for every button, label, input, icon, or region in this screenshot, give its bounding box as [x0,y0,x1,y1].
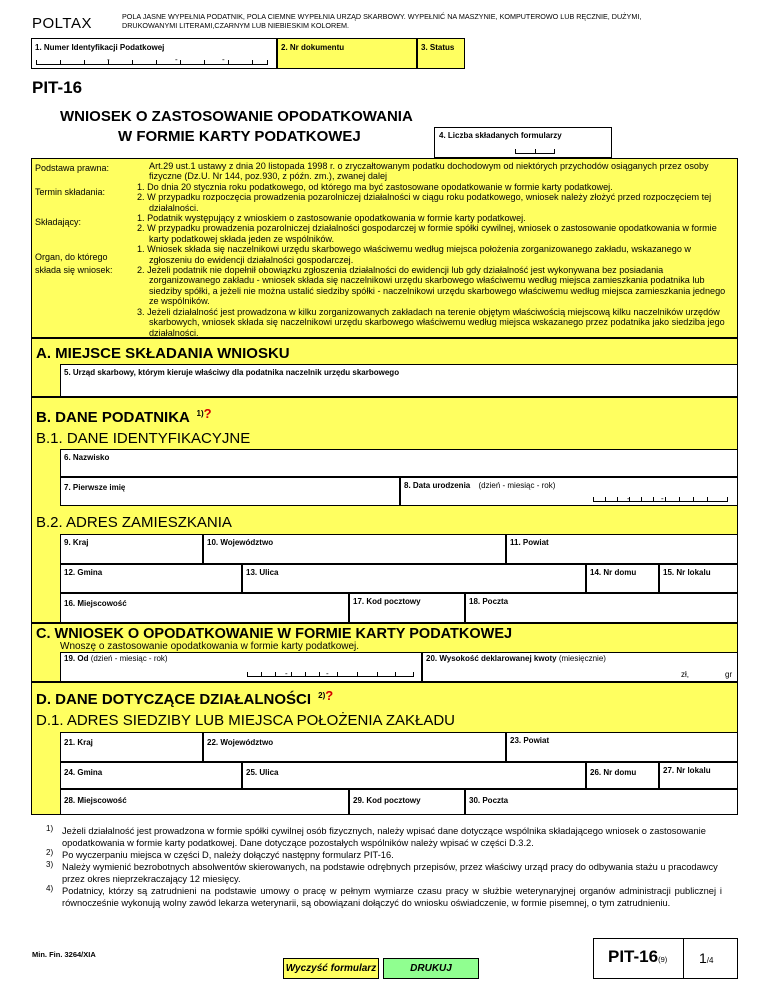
apartment-number-label: 15. Nr lokalu [663,568,711,577]
biz-postal-code-label: 29. Kod pocztowy [353,796,421,805]
nip-label: 1. Numer Identyfikacji Podatkowej [35,43,165,52]
biz-postal-code-field[interactable] [349,789,465,815]
clear-form-button[interactable]: Wyczyść formularz [283,958,379,979]
form-code: PIT-16 [32,78,83,97]
declared-amount-label: 20. Wysokość deklarowanej kwoty (miesięcznie) [426,654,606,663]
legal-block [31,158,738,338]
legal-label-authority-1: Organ, do którego [35,252,108,262]
doc-number-field [277,38,417,69]
birth-date-field[interactable]: 8. Data urodzenia (dzień - miesiąc - rok) - - [400,477,738,506]
county-label: 11. Powiat [510,538,549,547]
footnote-2: 2) Po wyczerpaniu miejsca w części D, należy dołączyć następny formularz PIT-16. [46,848,394,860]
attachments-count-field[interactable] [434,127,612,158]
biz-commune-field[interactable] [60,762,242,789]
legal-label-authority-2: składa się wniosek: [35,265,113,275]
doc-number-label: 2. Nr dokumentu [281,43,345,52]
legal-label-basis: Podstawa prawna: [35,163,110,173]
print-button[interactable]: DRUKUJ [383,958,479,979]
biz-street-field[interactable] [242,762,586,789]
legal-deadline-1: 1. Do dnia 20 stycznia roku podatkowego, od którego ma być zastosowane opodatkowanie w formie karty podatkowej. [137,181,613,192]
street-field[interactable] [242,564,586,593]
biz-county-label: 23. Powiat [510,736,550,745]
section-a-title: A. MIEJSCE SKŁADANIA WNIOSKU [36,345,290,362]
biz-street-label: 25. Ulica [246,768,279,777]
section-a [31,338,738,397]
legal-label-filer: Składający: [35,217,82,227]
section-b-title-text: B. DANE PODATNIKA [36,409,190,426]
section-b2-title: B.2. ADRES ZAMIESZKANIA [36,514,232,531]
voivodeship-field[interactable] [203,534,506,564]
commune-label: 12. Gmina [64,568,103,577]
biz-post-office-field[interactable] [465,789,738,815]
section-b [31,397,738,623]
footnote-1: 1) Jeżeli działalność jest prowadzona w formie spółki cywilnej osób fizycznych, należy wpisać dane dotyczące wspólnika składającego wniosek o zastosowanie opodatkowania w formie karty podatkowej. Dane dotyczące pozostałych wspólników należy wpisać w części D.3.2. [46,824,706,848]
biz-post-office-label: 30. Poczta [469,796,509,805]
fill-instructions-2: DRUKOWANYMI LITERAMI,CZARNYM LUB NIEBIESKIM KOLOREM. [122,21,349,30]
currency-zl: zł, [681,670,689,679]
county-field[interactable] [506,534,738,564]
commune-field[interactable] [60,564,242,593]
legal-text [137,161,735,338]
poltax-label: POLTAX [32,15,92,32]
house-number-field[interactable] [586,564,659,593]
section-d-title [36,688,333,708]
legal-authority-1: 1. Wniosek składa się naczelnikowi urzędu skarbowego właściwemu według miejsca położenia zorganizowanego zakładu, wskazanego w zgłoszeniu do ewidencji działalności gospodarczej. [137,244,691,265]
section-b-title [36,406,212,426]
section-d-footnote-ref: 2) [318,691,326,700]
birth-date-label: 8. Data urodzenia (dzień - miesiąc - rok) [404,481,556,490]
help-icon[interactable]: ? [325,688,334,703]
city-label: 16. Miejscowość [64,599,127,608]
start-date-label: 19. Od (dzień - miesiąc - rok) [64,654,168,663]
nip-digit-boxes [36,61,268,65]
voivodeship-label: 10. Województwo [207,538,274,547]
section-d-title-text: D. DANE DOTYCZĄCE DZIAŁALNOŚCI [36,691,311,708]
biz-apartment-number-field[interactable] [659,762,738,789]
page-indicator: 1/4 [699,950,714,966]
tax-office-field[interactable] [60,364,738,397]
house-number-label: 14. Nr domu [590,568,637,577]
section-c-subtitle: Wnoszę o zastosowanie opodatkowania w formie karty podatkowej. [60,641,360,652]
footnote-3: 3) Należy wymienić bezrobotnych absolwentów skierowanych, na podstawie odrębnych przepisów, przez właściwy urząd pracy do odbywania stażu u pracodawcy przez okres nieprzekraczający 12 miesięcy. [46,860,718,884]
street-label: 13. Ulica [246,568,279,577]
postal-code-label: 17. Kod pocztowy [353,597,421,606]
fill-instructions-1: POLA JASNE WYPEŁNIA PODATNIK, POLA CIEMNE WYPEŁNIA URZĄD SKARBOWY. WYPEŁNIĆ NA MASZYNIE, KOMPUTEROWO LUB RĘCZNIE, DUŻYMI, [122,12,642,21]
biz-country-label: 21. Kraj [64,738,93,747]
help-icon[interactable]: ? [203,406,212,421]
postal-code-field[interactable] [349,593,465,623]
start-date-boxes [247,673,414,677]
apartment-number-field[interactable] [659,564,738,593]
first-name-label: 7. Pierwsze imię [64,483,126,492]
biz-city-label: 28. Miejscowość [64,796,127,805]
legal-basis-text: Art.29 ust.1 ustawy z dnia 20 listopada 1998 r. o zryczałtowanym podatku dochodowym od niektórych przychodów osiąganych przez osoby fizyczne (Dz.U. Nr 144, poz.930, z późn. zm.), zwanej dalej [149,161,709,182]
post-office-label: 18. Poczta [469,597,509,606]
section-d1-title: D.1. ADRES SIEDZIBY LUB MIEJSCA POŁOŻENIA ZAKŁADU [36,712,456,729]
status-label: 3. Status [421,43,455,52]
country-field[interactable] [60,534,203,564]
biz-house-number-field[interactable] [586,762,659,789]
section-d [31,682,738,815]
declared-amount-field[interactable] [422,652,738,682]
currency-gr: gr [725,670,733,679]
biz-country-field[interactable] [60,732,203,762]
minfin-code: Min. Fin. 3264/XIA [32,950,96,959]
section-c-title: C. WNIOSEK O OPODATKOWANIE W FORMIE KARTY PODATKOWEJ [36,626,513,642]
biz-voivodeship-field[interactable] [203,732,506,762]
legal-filer-2: 2. W przypadku prowadzenia pozarolniczej działalności gospodarczej w formie spółki cywilnej, wniosek o zastosowanie opodatkowania w formie karty podatkowej składa jeden ze wspólników. [137,223,717,244]
tax-office-label: 5. Urząd skarbowy, którym kieruje właściwy dla podatnika naczelnik urzędu skarbowego [64,368,400,377]
section-c [31,623,738,682]
form-title-1: WNIOSEK O ZASTOSOWANIE OPODATKOWANIA [60,108,413,125]
legal-authority-2: 2. Jeżeli podatnik nie dopełnił obowiązku zgłoszenia działalności do ewidencji lub gdy działalność jest wykonywana bez posiadania zorganizowanego zakładu - wniosek składa się naczelnikowi urzędu skarbowego właściwemu według miejsca zamieszkania podatnika lub siedziby spółki, a jeżeli nie można ustalić siedziby spółki - naczelnikowi urzędu skarbowego właściwemu według miejsca zamieszkania jednego ze wspólników. [137,265,726,307]
status-field [417,38,465,69]
legal-filer-1: 1. Podatnik występujący z wnioskiem o zastosowanie opodatkowania w formie karty podatkowej. [137,213,526,224]
legal-label-deadline: Termin składania: [35,187,106,197]
legal-authority-3: 3. Jeżeli działalność jest prowadzona w kilku zorganizowanych zakładach na terenie objętym właściwością miejscową kilku naczelników urzędów skarbowych, wniosek składa się naczelnikowi urzędu skarbowego właściwemu według miejsca wskazanego przez podatnika jako siedziba jego działalności. [137,306,725,338]
attachments-count-label: 4. Liczba składanych formularzy [439,131,562,140]
form-title-2: W FORMIE KARTY PODATKOWEJ [118,128,361,145]
biz-apartment-number-label: 27. Nr lokalu [663,766,711,775]
first-name-field[interactable] [60,477,400,506]
legal-deadline-2: 2. W przypadku rozpoczęcia prowadzenia pozarolniczej działalności w ciągu roku podatkowego, wniosek należy złożyć przed rozpoczęciem tej działalności. [137,192,712,213]
start-date-field[interactable]: 19. Od (dzień - miesiąc - rok) - - [60,652,422,682]
section-b-footnote-ref: 1) [196,409,204,418]
form-code-footer-text: PIT-16(9) [608,947,668,966]
post-office-field[interactable] [465,593,738,623]
country-label: 9. Kraj [64,538,89,547]
footnote-4: 4) Podatnicy, którzy są zatrudnieni na podstawie umowy o pracę w pełnym wymiarze czasu pracy w służbie weterynaryjnej organów administracji publicznej i równocześnie wykonują wolny zawód lekarza weterynarii, są obowiązani dołączyć do wniosku oświadczenie, w formie pisemnej, o tym zatrudnieniu. [46,884,722,908]
biz-voivodeship-label: 22. Województwo [207,738,274,747]
biz-house-number-label: 26. Nr domu [590,768,637,777]
surname-field[interactable] [60,449,738,477]
biz-county-field[interactable] [506,732,738,762]
city-field[interactable] [60,593,349,623]
nip-field[interactable]: 1. Numer Identyfikacji Podatkowej - - - [31,38,277,69]
biz-commune-label: 24. Gmina [64,768,103,777]
biz-city-field[interactable] [60,789,349,815]
form-code-footer [593,938,738,979]
section-b1-title: B.1. DANE IDENTYFIKACYJNE [36,430,251,447]
surname-label: 6. Nazwisko [64,453,110,462]
